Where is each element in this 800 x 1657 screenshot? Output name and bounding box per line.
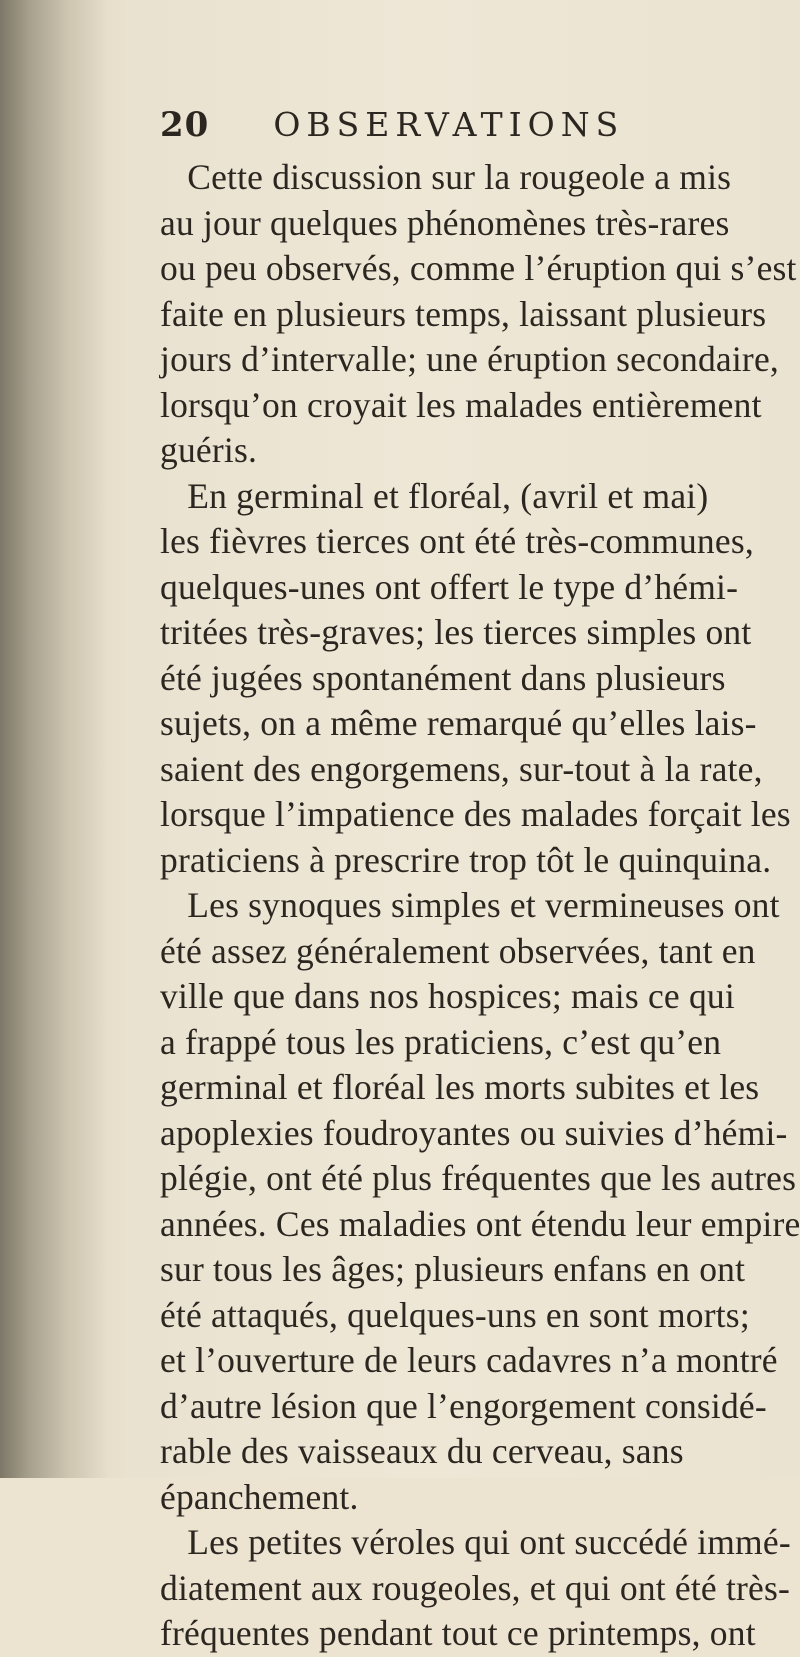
text-line: ou peu observés, comme l’éruption qui s’est — [160, 248, 797, 288]
text-line: sujets, on a même remarqué qu’elles lais- — [160, 703, 757, 743]
text-line: Cette discussion sur la rougeole a mis — [160, 157, 732, 197]
text-line: apoplexies foudroyantes ou suivies d’hémi- — [160, 1112, 788, 1153]
page-number: 20 — [160, 105, 210, 145]
text-line: jours d’intervalle; une éruption secondaire, — [160, 339, 779, 379]
text-line: et l’ouverture de leurs cadavres n’a montré — [160, 1340, 778, 1380]
text-line: diatement aux rougeoles, et qui ont été très- — [160, 1567, 791, 1608]
page-header — [160, 105, 700, 155]
text-line: saient des engorgemens, sur-tout à la rate, — [160, 748, 763, 789]
text-line: années. Ces maladies ont étendu leur empire — [160, 1203, 800, 1244]
text-line: ville que dans nos hospices; mais ce qui — [160, 976, 735, 1016]
text-line: En germinal et floréal, (avril et mai) — [160, 475, 709, 516]
text-line: sur tous les âges; plusieurs enfans en ont — [160, 1249, 746, 1289]
text-line: germinal et floréal les morts subites et les — [160, 1067, 760, 1107]
text-line: tritées très-graves; les tierces simples ont — [160, 612, 752, 652]
text-line: rable des vaisseaux du cerveau, sans — [160, 1431, 684, 1471]
text-line: praticiens à prescrire trop tôt le quinquina. — [160, 839, 772, 880]
text-line: été jugées spontanément dans plusieurs — [160, 657, 726, 698]
text-line: a frappé tous les praticiens, c’est qu’en — [160, 1021, 722, 1062]
text-line: au jour quelques phénomènes très-rares — [160, 202, 730, 243]
text-line: été assez généralement observées, tant en — [160, 930, 756, 971]
text-line: faite en plusieurs temps, laissant plusieurs — [160, 293, 767, 334]
body-text — [160, 155, 800, 1657]
text-line: lorsque l’impatience des malades forçait les — [160, 794, 791, 834]
text-line: guéris. — [160, 430, 258, 470]
running-head: OBSERVATIONS — [273, 105, 625, 144]
text-line: Les synoques simples et vermineuses ont — [160, 885, 780, 925]
text-line: les fièvres tierces ont été très-communes, — [160, 521, 754, 561]
text-line: plégie, ont été plus fréquentes que les autres — [160, 1158, 797, 1198]
text-line: fréquentes pendant tout ce printemps, ont — [160, 1613, 756, 1653]
text-line: été attaqués, quelques-uns en sont morts; — [160, 1294, 750, 1335]
text-line: d’autre lésion que l’engorgement considé- — [160, 1385, 767, 1426]
text-line: Les petites véroles qui ont succédé immé- — [160, 1522, 791, 1562]
book-binding-edge — [0, 0, 108, 1478]
text-line: lorsqu’on croyait les malades entièrement — [160, 384, 762, 425]
text-line: épanchement. — [160, 1476, 359, 1517]
text-line: quelques-unes ont offert le type d’hémi- — [160, 566, 739, 607]
